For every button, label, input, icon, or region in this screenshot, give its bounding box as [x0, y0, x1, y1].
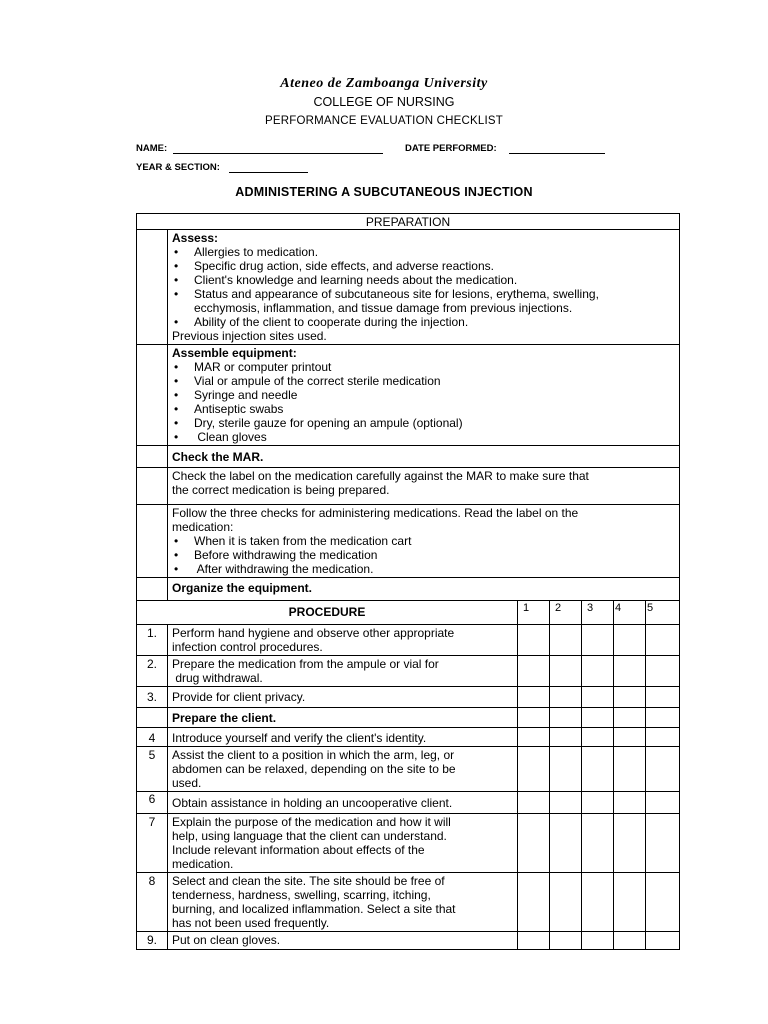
step-text: Explain the purpose of the medication and how it will help, using language that the client can understand. Include relevant information about effects of the medication. — [168, 814, 518, 873]
table-row — [137, 747, 680, 792]
year-section-label: YEAR & SECTION: — [136, 162, 220, 173]
score-cell[interactable] — [518, 728, 550, 747]
list-item: • Client's knowledge and learning needs about the medication. — [174, 273, 518, 287]
assess-heading: Assess: — [172, 231, 219, 245]
procedure-title: ADMINISTERING A SUBCUTANEOUS INJECTION — [235, 185, 533, 199]
step-number: 1. — [137, 625, 168, 656]
score-cell[interactable] — [518, 814, 550, 873]
score-cell[interactable] — [550, 792, 582, 814]
step-number: 3. — [137, 687, 168, 708]
check-mar-row — [137, 446, 680, 468]
step-text: Introduce yourself and verify the client's identity. — [168, 728, 518, 747]
table-row — [137, 814, 680, 873]
score-cell[interactable] — [582, 814, 614, 873]
step-number: 6 — [137, 792, 168, 814]
list-item: • When it is taken from the medication cart — [174, 534, 412, 548]
score-column-5: 5 — [646, 601, 680, 625]
three-checks-cell: Follow the three checks for administering medications. Read the label on the medication: • When it is taken from the medication cart • Before withdrawing the medication • After withdrawing the medication. — [168, 505, 680, 578]
score-cell[interactable] — [550, 687, 582, 708]
score-cell[interactable] — [550, 932, 582, 950]
date-performed-field[interactable] — [509, 153, 605, 154]
table-row — [137, 687, 680, 708]
preparation-heading: PREPARATION — [137, 214, 680, 230]
step-text: Select and clean the site. The site should be free of tenderness, hardness, swelling, scarring, itching, burning, and localized inflammation. Select a site that has not been used frequently. — [168, 873, 518, 932]
table-row — [137, 656, 680, 687]
list-item: • After withdrawing the medication. — [174, 562, 374, 576]
equipment-row — [137, 345, 680, 446]
list-item: • Status and appearance of subcutaneous site for lesions, erythema, swelling, ecchymosis, inflammation, and tissue damage from previous injections. — [174, 287, 599, 315]
score-cell[interactable] — [646, 873, 680, 932]
list-item: • Allergies to medication. — [174, 245, 319, 259]
score-cell[interactable] — [518, 708, 550, 728]
score-cell[interactable] — [518, 656, 550, 687]
step-text: Provide for client privacy. — [168, 687, 518, 708]
score-column-2: 2 — [550, 601, 582, 625]
score-cell[interactable] — [582, 747, 614, 792]
list-item: • Clean gloves — [174, 430, 267, 444]
year-section-field[interactable] — [229, 172, 308, 173]
step-number: 8 — [137, 873, 168, 932]
score-cell[interactable] — [614, 792, 646, 814]
prepare-client-heading: Prepare the client. — [168, 708, 518, 728]
score-cell[interactable] — [518, 747, 550, 792]
score-cell[interactable] — [582, 687, 614, 708]
step-text: Put on clean gloves. — [168, 932, 518, 950]
score-cell[interactable] — [614, 747, 646, 792]
score-cell[interactable] — [582, 656, 614, 687]
score-cell[interactable] — [614, 728, 646, 747]
score-cell[interactable] — [550, 708, 582, 728]
score-cell[interactable] — [582, 708, 614, 728]
score-column-4: 4 — [614, 601, 646, 625]
score-cell[interactable] — [518, 687, 550, 708]
step-number: 5 — [137, 747, 168, 792]
score-cell[interactable] — [646, 792, 680, 814]
college-name: COLLEGE OF NURSING — [313, 95, 455, 109]
table-row — [137, 728, 680, 747]
score-cell[interactable] — [646, 656, 680, 687]
score-cell[interactable] — [550, 625, 582, 656]
score-cell[interactable] — [646, 687, 680, 708]
score-column-1: 1 — [518, 601, 550, 625]
score-cell[interactable] — [614, 687, 646, 708]
prepare-client-row — [137, 708, 680, 728]
table-row — [137, 792, 680, 814]
university-name: Ateneo de Zamboanga University — [280, 76, 488, 91]
name-label: NAME: — [136, 143, 168, 154]
score-cell[interactable] — [550, 814, 582, 873]
score-cell[interactable] — [646, 728, 680, 747]
score-cell[interactable] — [646, 708, 680, 728]
score-cell[interactable] — [518, 792, 550, 814]
list-item: • MAR or computer printout — [174, 360, 332, 374]
step-number: 7 — [137, 814, 168, 873]
list-item: • Vial or ampule of the correct sterile medication — [174, 374, 441, 388]
checklist-title: PERFORMANCE EVALUATION CHECKLIST — [265, 115, 503, 127]
score-cell[interactable] — [614, 873, 646, 932]
check-mar-heading: Check the MAR. — [168, 446, 680, 468]
table-row — [137, 932, 680, 950]
score-cell[interactable] — [582, 792, 614, 814]
equipment-cell — [168, 345, 680, 446]
step-number: 2. — [137, 656, 168, 687]
score-cell[interactable] — [518, 932, 550, 950]
step-text: Prepare the medication from the ampule or vial for drug withdrawal. — [168, 656, 518, 687]
procedure-heading: PROCEDURE — [137, 601, 518, 625]
assess-row — [137, 230, 680, 345]
list-item: • Antiseptic swabs — [174, 402, 284, 416]
check-mar-text-row — [137, 468, 680, 505]
assess-trailing-text: Previous injection sites used. — [172, 329, 327, 343]
score-cell[interactable] — [582, 728, 614, 747]
step-number: 4 — [137, 728, 168, 747]
list-item: • Before withdrawing the medication — [174, 548, 378, 562]
organize-row — [137, 578, 680, 601]
step-text: Perform hand hygiene and observe other appropriate infection control procedures. — [168, 625, 518, 656]
score-cell[interactable] — [646, 814, 680, 873]
score-cell[interactable] — [614, 708, 646, 728]
name-field[interactable] — [173, 153, 383, 154]
score-cell[interactable] — [646, 625, 680, 656]
score-cell[interactable] — [518, 625, 550, 656]
check-mar-text: Check the label on the medication carefully against the MAR to make sure that the correct medication is being prepared. — [168, 468, 680, 505]
preparation-header-row — [137, 214, 680, 230]
score-cell[interactable] — [646, 747, 680, 792]
score-cell[interactable] — [518, 873, 550, 932]
score-cell[interactable] — [582, 625, 614, 656]
date-performed-label: DATE PERFORMED: — [405, 143, 497, 154]
list-item: • Specific drug action, side effects, and adverse reactions. — [174, 259, 494, 273]
score-cell[interactable] — [582, 932, 614, 950]
score-cell[interactable] — [614, 814, 646, 873]
score-column-3: 3 — [582, 601, 614, 625]
three-checks-row — [137, 505, 680, 578]
score-cell[interactable] — [550, 873, 582, 932]
table-row — [137, 873, 680, 932]
step-number: 9. — [137, 932, 168, 950]
score-cell[interactable] — [614, 625, 646, 656]
list-item: • Dry, sterile gauze for opening an ampule (optional) — [174, 416, 463, 430]
organize-heading: Organize the equipment. — [168, 578, 680, 601]
table-row — [137, 625, 680, 656]
list-item: • Ability of the client to cooperate during the injection. — [174, 315, 469, 329]
score-cell[interactable] — [614, 656, 646, 687]
score-cell[interactable] — [550, 728, 582, 747]
score-cell[interactable] — [550, 747, 582, 792]
checklist-table — [136, 213, 680, 950]
step-text: Obtain assistance in holding an uncooperative client. — [168, 792, 518, 814]
step-text: Assist the client to a position in which the arm, leg, or abdomen can be relaxed, depending on the site to be used. — [168, 747, 518, 792]
equipment-heading: Assemble equipment: — [172, 346, 297, 360]
score-cell[interactable] — [614, 932, 646, 950]
assess-cell — [168, 230, 680, 345]
score-cell[interactable] — [646, 932, 680, 950]
list-item: • Syringe and needle — [174, 388, 298, 402]
score-cell[interactable] — [550, 656, 582, 687]
score-cell[interactable] — [582, 873, 614, 932]
procedure-header-row — [137, 601, 680, 625]
